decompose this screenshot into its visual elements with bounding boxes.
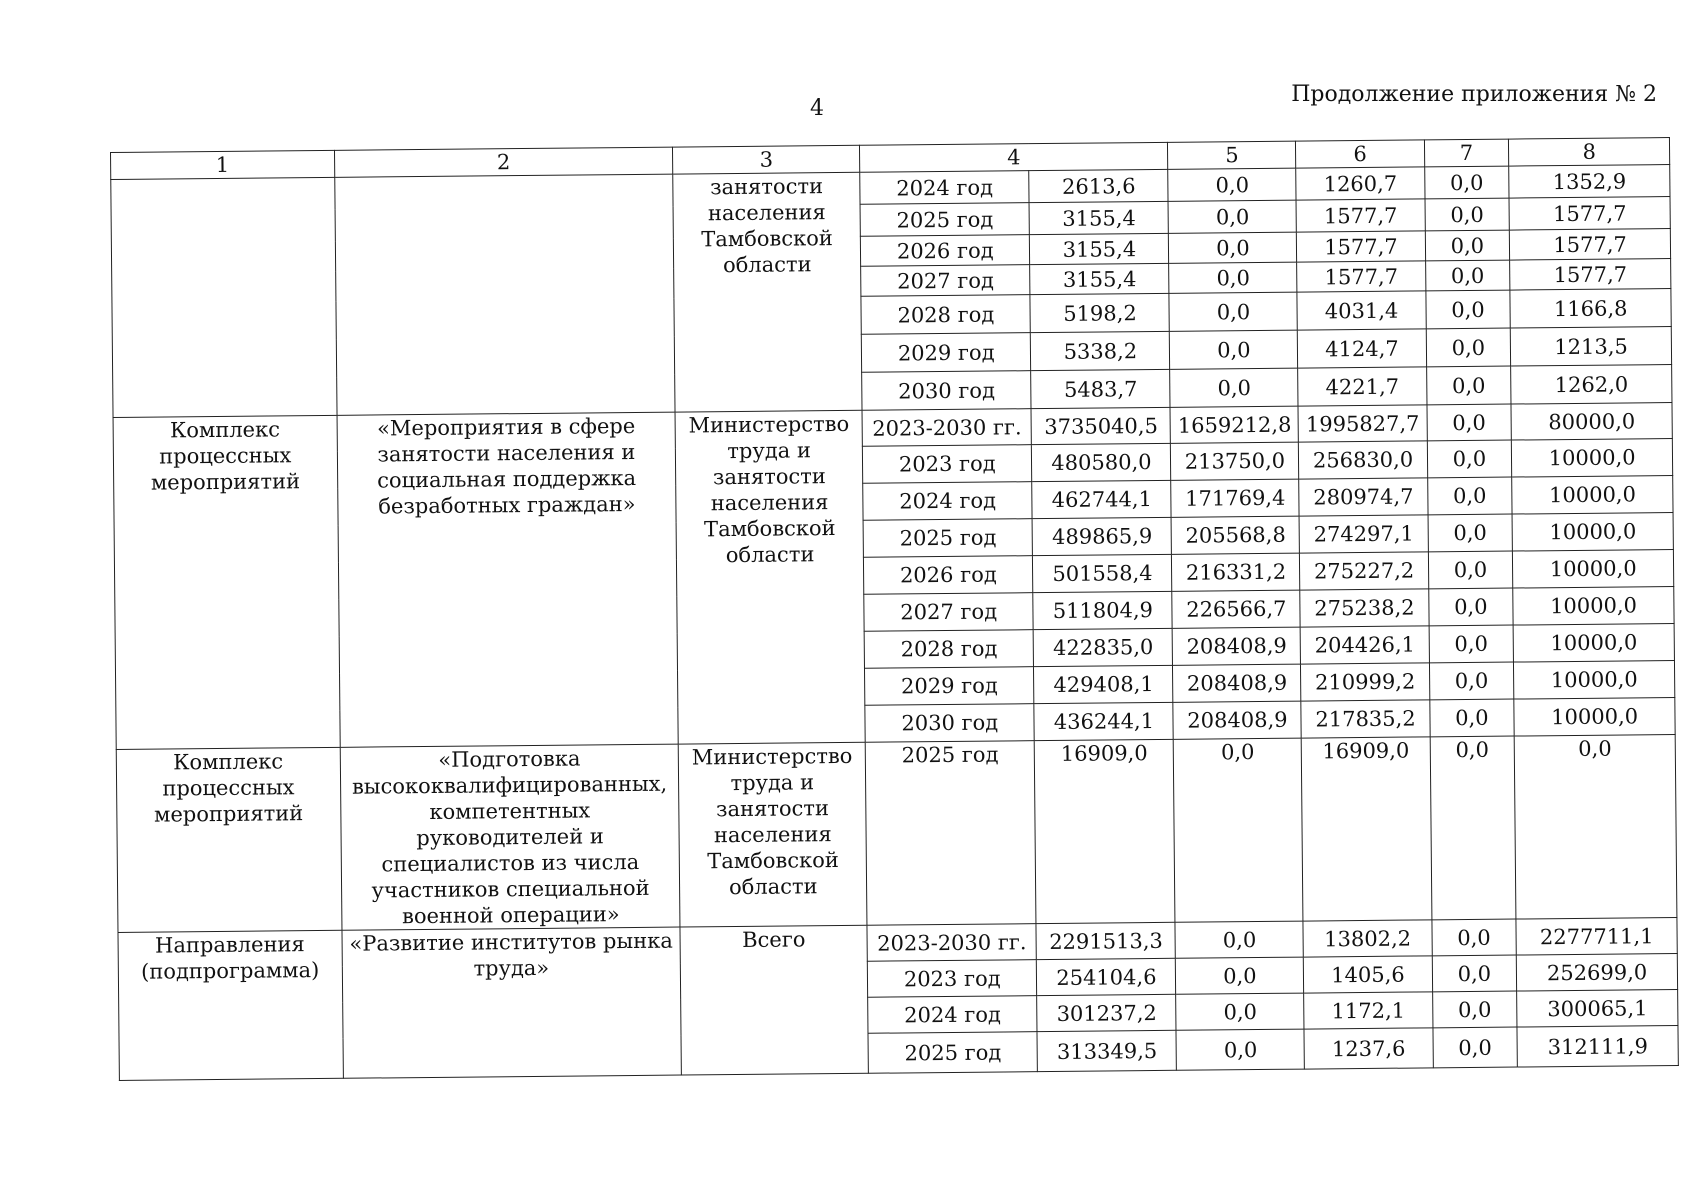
col7-cell: 0,0 (1432, 919, 1517, 956)
col5-cell: 208408,9 (1173, 701, 1301, 739)
col8-cell: 10000,0 (1514, 698, 1675, 737)
col6-cell: 204426,1 (1301, 626, 1429, 664)
total-cell: 301237,2 (1037, 994, 1176, 1031)
column-header: 3 (673, 145, 860, 174)
col7-cell: 0,0 (1426, 366, 1511, 405)
period-cell: 2024 год (868, 996, 1038, 1034)
col5-cell: 216331,2 (1172, 553, 1300, 591)
period-cell: 2023 год (867, 960, 1037, 998)
column-header: 5 (1168, 141, 1296, 169)
col7-cell: 0,0 (1425, 198, 1510, 231)
col8-cell: 1213,5 (1511, 327, 1672, 367)
col6-cell: 217835,2 (1301, 700, 1429, 738)
period-cell: 2023-2030 гг. (867, 924, 1037, 962)
column-header: 8 (1509, 138, 1670, 167)
period-cell: 2027 год (864, 593, 1034, 632)
total-cell: 501558,4 (1033, 554, 1172, 592)
col6-cell: 256830,0 (1299, 441, 1427, 479)
period-cell: 2026 год (864, 556, 1034, 595)
col6-cell: 280974,7 (1299, 478, 1427, 516)
col7-cell: 0,0 (1429, 699, 1514, 737)
col5-cell: 208408,9 (1173, 627, 1301, 665)
col5-cell: 226566,7 (1172, 590, 1300, 628)
col7-cell: 0,0 (1427, 404, 1512, 441)
col7-cell: 0,0 (1425, 260, 1510, 291)
period-cell: 2025 год (860, 203, 1030, 237)
col5-cell: 0,0 (1176, 957, 1304, 994)
col6-cell: 16909,0 (1302, 737, 1432, 921)
col5-cell: 1659212,8 (1170, 406, 1298, 443)
col6-cell: 4031,4 (1297, 291, 1425, 330)
program-type-cell: Комплекс процессных мероприятий (113, 415, 340, 749)
period-cell: 2028 год (861, 295, 1031, 335)
col8-cell: 1352,9 (1509, 165, 1670, 199)
executor-cell: Всего (680, 925, 868, 1075)
total-cell: 511804,9 (1033, 591, 1172, 629)
total-cell: 16909,0 (1035, 739, 1176, 923)
total-cell: 313349,5 (1037, 1030, 1176, 1071)
col8-cell: 1166,8 (1510, 289, 1671, 329)
executor-cell: занятости населения Тамбовской области (673, 172, 862, 412)
period-cell: 2029 год (865, 667, 1035, 706)
col8-cell: 1577,7 (1510, 259, 1671, 291)
col6-cell: 4221,7 (1298, 367, 1426, 406)
total-cell: 5338,2 (1031, 331, 1170, 370)
col8-cell: 10000,0 (1514, 661, 1675, 700)
col5-cell: 0,0 (1176, 1029, 1304, 1070)
annex-title: Продолжение приложения № 2 (1291, 82, 1657, 107)
period-cell: 2029 год (861, 333, 1031, 373)
col5-cell: 213750,0 (1171, 442, 1299, 480)
column-header: 4 (860, 142, 1169, 172)
col7-cell: 0,0 (1428, 588, 1513, 626)
period-cell: 2026 год (860, 235, 1030, 267)
total-cell: 436244,1 (1034, 702, 1173, 740)
period-cell: 2028 год (864, 630, 1034, 669)
col5-cell: 0,0 (1170, 330, 1298, 369)
col7-cell: 0,0 (1426, 328, 1511, 367)
total-cell: 429408,1 (1034, 665, 1173, 703)
col6-cell: 13802,2 (1303, 920, 1431, 957)
column-header: 6 (1296, 140, 1424, 168)
total-cell: 3155,4 (1030, 263, 1169, 294)
total-cell: 462744,1 (1032, 480, 1171, 518)
total-cell: 5483,7 (1031, 369, 1170, 408)
col5-cell: 208408,9 (1173, 664, 1301, 702)
column-header: 1 (111, 150, 335, 179)
col5-cell: 0,0 (1174, 738, 1304, 922)
col7-cell: 0,0 (1429, 662, 1514, 700)
finance-table (110, 137, 1679, 1081)
col6-cell: 1260,7 (1296, 167, 1424, 200)
col8-cell: 10000,0 (1512, 439, 1673, 478)
col7-cell: 0,0 (1432, 955, 1517, 992)
col7-cell: 0,0 (1427, 477, 1512, 515)
total-cell: 3735040,5 (1031, 407, 1170, 444)
col8-cell: 10000,0 (1513, 624, 1674, 663)
col7-cell: 0,0 (1428, 514, 1513, 552)
table-body (111, 165, 1679, 1081)
column-header: 7 (1424, 139, 1509, 167)
col6-cell: 1995827,7 (1298, 405, 1426, 442)
period-cell: 2025 год (865, 741, 1036, 926)
program-name-cell: «Мероприятия в сфере занятости населения и социальная поддержка безработных граждан» (337, 412, 679, 747)
col5-cell: 0,0 (1175, 921, 1303, 958)
col6-cell: 210999,2 (1301, 663, 1429, 701)
executor-cell: Министерство труда и занятости населения Тамбовской области (679, 742, 867, 927)
col5-cell: 0,0 (1169, 262, 1297, 293)
col8-cell: 1577,7 (1509, 197, 1670, 231)
column-header: 2 (334, 147, 673, 177)
col5-cell: 0,0 (1176, 993, 1304, 1030)
col8-cell: 1577,7 (1510, 229, 1671, 261)
col8-cell: 252699,0 (1517, 953, 1678, 991)
col7-cell: 0,0 (1433, 1027, 1518, 1068)
col7-cell: 0,0 (1432, 991, 1517, 1028)
col5-cell: 0,0 (1168, 200, 1296, 233)
program-name-cell (334, 174, 675, 415)
col6-cell: 1577,7 (1297, 231, 1425, 262)
table-row (116, 735, 1677, 933)
col5-cell: 0,0 (1168, 168, 1296, 201)
col6-cell: 275227,2 (1300, 552, 1428, 590)
col7-cell: 0,0 (1427, 440, 1512, 478)
period-cell: 2024 год (860, 171, 1030, 205)
period-cell: 2030 год (865, 704, 1035, 743)
col7-cell: 0,0 (1428, 551, 1513, 589)
period-cell: 2023-2030 гг. (862, 409, 1032, 447)
period-cell: 2023 год (862, 445, 1032, 484)
total-cell: 5198,2 (1030, 293, 1169, 332)
col7-cell: 0,0 (1424, 166, 1509, 199)
program-type-cell: Направления (подпрограмма) (118, 930, 343, 1080)
page-number: 4 (810, 96, 824, 121)
col6-cell: 1577,7 (1297, 261, 1425, 292)
col8-cell: 300065,1 (1517, 989, 1678, 1027)
col7-cell: 0,0 (1430, 736, 1516, 920)
col6-cell: 1577,7 (1297, 199, 1425, 232)
total-cell: 2613,6 (1029, 169, 1168, 202)
col6-cell: 274297,1 (1300, 515, 1428, 553)
col8-cell: 10000,0 (1512, 476, 1673, 515)
col6-cell: 275238,2 (1300, 589, 1428, 627)
col5-cell: 171769,4 (1171, 479, 1299, 517)
period-cell: 2030 год (862, 371, 1032, 411)
program-type-cell: Комплекс процессных мероприятий (116, 747, 341, 932)
program-name-cell: «Подготовка высококвалифицированных, компетентных руководителей и специалистов из числа участников специальной военной операции» (340, 744, 680, 930)
col8-cell: 1262,0 (1511, 365, 1672, 405)
total-cell: 254104,6 (1037, 958, 1176, 995)
col6-cell: 1237,6 (1304, 1028, 1432, 1069)
col8-cell: 10000,0 (1513, 550, 1674, 589)
program-type-cell (111, 177, 337, 417)
col7-cell: 0,0 (1425, 230, 1510, 261)
period-cell: 2025 год (868, 1032, 1038, 1074)
col5-cell: 205568,8 (1171, 516, 1299, 554)
col8-cell: 80000,0 (1511, 403, 1672, 441)
total-cell: 3155,4 (1029, 201, 1168, 234)
col8-cell: 10000,0 (1512, 513, 1673, 552)
period-cell: 2025 год (863, 519, 1033, 558)
executor-cell: Министерство труда и занятости населения Тамбовской области (675, 410, 865, 744)
col7-cell: 0,0 (1429, 625, 1514, 663)
finance-table-wrapper (110, 137, 1679, 1081)
col6-cell: 1172,1 (1304, 992, 1432, 1029)
total-cell: 2291513,3 (1036, 922, 1175, 959)
total-cell: 489865,9 (1032, 517, 1171, 555)
period-cell: 2027 год (861, 265, 1031, 297)
period-cell: 2024 год (863, 482, 1033, 521)
col5-cell: 0,0 (1169, 232, 1297, 263)
col6-cell: 1405,6 (1304, 956, 1432, 993)
col8-cell: 2277711,1 (1516, 917, 1677, 955)
col6-cell: 4124,7 (1298, 329, 1426, 368)
col8-cell: 0,0 (1514, 735, 1676, 920)
col5-cell: 0,0 (1170, 368, 1298, 407)
program-name-cell: «Развитие институтов рынка труда» (342, 927, 682, 1078)
total-cell: 422835,0 (1034, 628, 1173, 666)
col8-cell: 10000,0 (1513, 587, 1674, 626)
total-cell: 480580,0 (1032, 443, 1171, 481)
col8-cell: 312111,9 (1517, 1025, 1678, 1067)
col5-cell: 0,0 (1169, 292, 1297, 331)
total-cell: 3155,4 (1030, 233, 1169, 264)
col7-cell: 0,0 (1425, 290, 1510, 329)
